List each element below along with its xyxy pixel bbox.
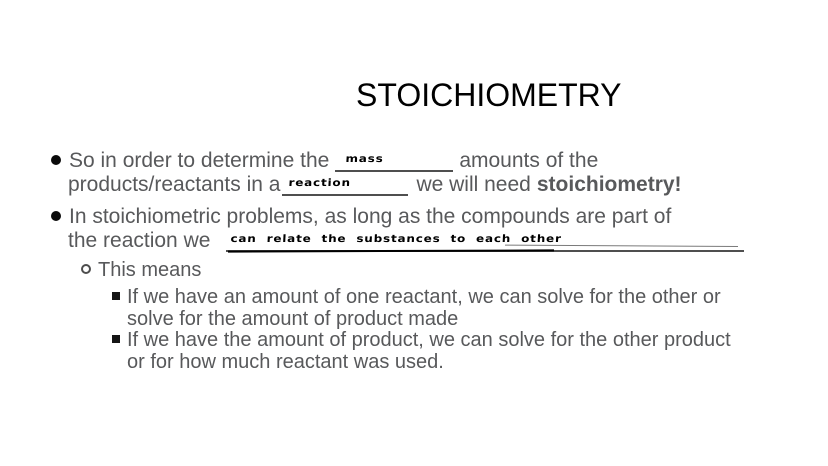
square-bullet1-line1	[112, 286, 721, 308]
square-bullet2-line2	[127, 351, 444, 373]
bullet-circle-icon	[81, 264, 91, 274]
bullet1-line2-mid: we will need	[416, 173, 531, 196]
sub-bullet-label: This means	[98, 259, 202, 281]
square-bullet2-line1	[112, 329, 731, 351]
sub-bullet-line	[81, 259, 201, 282]
square-bullet2-line2-text: or for how much reactant was used.	[127, 351, 444, 373]
handwritten-underline-stroke	[228, 249, 554, 252]
bullet2-line1-text: In stoichiometric problems, as long as the compounds are part of	[69, 205, 672, 228]
bullet2-line2-pre: the reaction we	[68, 229, 211, 252]
bullet-square-icon	[112, 292, 120, 300]
square-bullet2-line1-text: If we have the amount of product, we can solve for the other product	[127, 329, 731, 351]
square-bullet1-line1-text: If we have an amount of one reactant, we can solve for the other or	[127, 286, 721, 308]
square-bullet1-line2-text: solve for the amount of product made	[127, 308, 459, 330]
blank-underline-mass	[335, 150, 453, 172]
bullet1-line2-bold: stoichiometry!	[536, 173, 682, 196]
blank-underline-reaction	[282, 174, 408, 196]
bullet-disc-icon	[51, 211, 61, 221]
bullet2-line1	[51, 205, 671, 229]
bullet-disc-icon	[51, 155, 61, 165]
bullet-square-icon	[112, 335, 120, 343]
handwritten-annotation-reaction: reaction	[288, 176, 352, 189]
bullet2-line2	[68, 229, 744, 253]
handwritten-annotation-mass: mass	[345, 152, 385, 165]
bullet1-line1	[51, 149, 598, 173]
blank-underline-long	[226, 230, 744, 252]
handwritten-annotation-relate: can relate the substances to each other	[230, 232, 563, 245]
square-bullet1-line2	[127, 308, 458, 330]
bullet1-line2	[68, 173, 682, 197]
bullet1-line1-pre: So in order to determine the	[69, 149, 330, 172]
slide-title: STOICHIOMETRY	[356, 77, 622, 113]
bullet1-line1-post: amounts of the	[459, 149, 599, 172]
bullet1-line2-pre: products/reactants in a	[68, 173, 281, 196]
